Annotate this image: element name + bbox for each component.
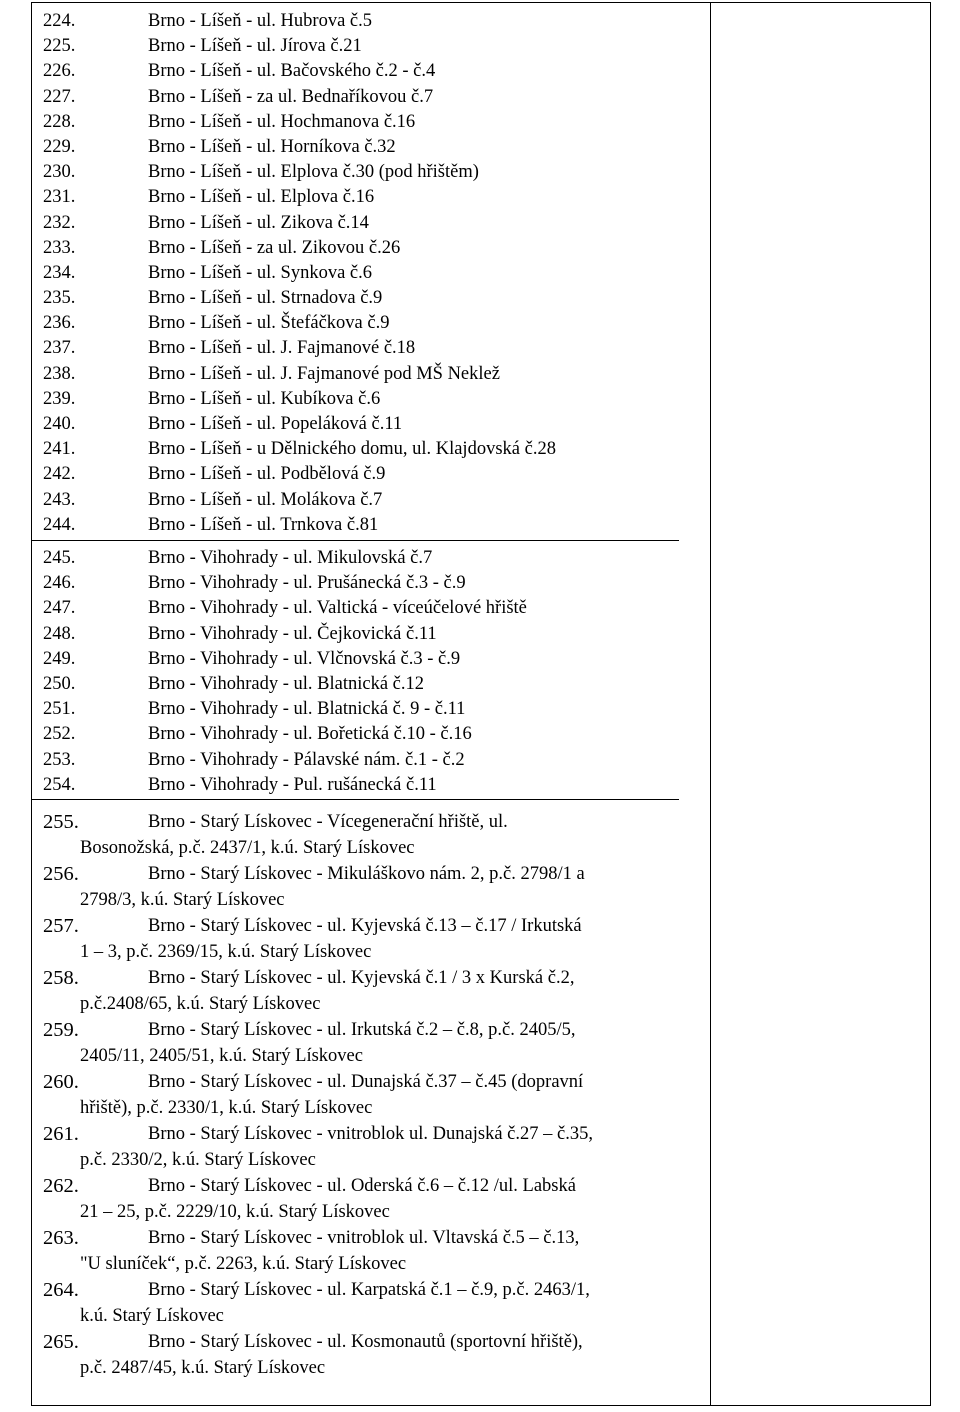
item-location: Brno - Líšeň - ul. Popeláková č.11 [148, 414, 403, 434]
list-item [32, 1225, 679, 1277]
item-location: Brno - Líšeň - ul. Hubrova č.5 [148, 11, 373, 31]
item-location-line2: hřiště), p.č. 2330/1, k.ú. Starý Lískovec [80, 1098, 373, 1118]
section-stary-liskovec [32, 809, 679, 1381]
list-item [32, 110, 679, 135]
item-location: Brno - Líšeň - ul. Podbělová č.9 [148, 464, 386, 485]
item-number: 248. [43, 623, 76, 644]
item-location-line1: Brno - Starý Lískovec - ul. Oderská č.6 – č.12 /ul. Labská [148, 1176, 576, 1196]
list-item [32, 1277, 679, 1329]
item-number: 230. [43, 162, 76, 183]
item-number: 249. [43, 648, 76, 669]
item-location: Brno - Vihohrady - ul. Prušánecká č.3 - č.9 [148, 573, 466, 594]
item-number: 251. [43, 699, 76, 720]
item-location-line1: Brno - Starý Lískovec - ul. Kyjevská č.1 / 3 x Kurská č.2, [148, 968, 575, 988]
item-number: 259. [43, 1019, 79, 1041]
item-location-line2: "U sluníček“, p.č. 2263, k.ú. Starý Lískovec [80, 1254, 407, 1274]
item-location: Brno - Vihohrady - ul. Čejkovická č.11 [148, 623, 437, 644]
item-number: 238. [43, 363, 76, 384]
list-item [32, 135, 679, 160]
item-location: Brno - Vihohrady - ul. Valtická - víceúčelové hřiště [148, 598, 527, 619]
list-item [32, 437, 679, 462]
item-location: Brno - Vihohrady - Pul. rušánecká č.11 [148, 774, 437, 795]
item-location: Brno - Líšeň - ul. Bačovského č.2 - č.4 [148, 61, 436, 82]
item-number: 247. [43, 598, 76, 619]
list-item [32, 34, 679, 59]
item-location-line1: Brno - Starý Lískovec - Mikuláškovo nám. 2, p.č. 2798/1 a [148, 864, 585, 884]
item-location: Brno - Líšeň - ul. Elplova č.16 [148, 187, 375, 208]
list-item [32, 236, 679, 261]
item-location-line1: Brno - Starý Lískovec - ul. Dunajská č.37 – č.45 (dopravní [148, 1072, 584, 1092]
list-item [32, 160, 679, 185]
item-location-line1: Brno - Starý Lískovec - ul. Kyjevská č.13 – č.17 / Irkutská [148, 916, 582, 936]
item-location: Brno - Líšeň - ul. Horníkova č.32 [148, 136, 396, 157]
item-number: 224. [43, 11, 76, 31]
item-number: 237. [43, 338, 76, 359]
list-item [32, 412, 679, 437]
item-location: Brno - Líšeň - za ul. Zikovou č.26 [148, 237, 401, 258]
item-number: 240. [43, 414, 76, 434]
item-location: Brno - Vihohrady - ul. Mikulovská č.7 [148, 548, 433, 568]
item-location-line2: 2798/3, k.ú. Starý Lískovec [80, 890, 285, 910]
item-location: Brno - Vihohrady - ul. Bořetická č.10 - č.16 [148, 724, 472, 745]
item-location: Brno - Líšeň - ul. Trnkova č.81 [148, 514, 379, 535]
item-number: 257. [43, 915, 79, 937]
item-number: 256. [43, 863, 79, 885]
section-vinohrady [32, 546, 679, 798]
item-number: 262. [43, 1175, 79, 1197]
item-location: Brno - Vihohrady - Pálavské nám. č.1 - č.2 [148, 749, 465, 770]
item-location-line2: Bosonožská, p.č. 2437/1, k.ú. Starý Lískovec [80, 838, 415, 858]
list-item [32, 261, 679, 286]
item-number: 228. [43, 111, 76, 132]
document-table [31, 2, 931, 1406]
list-item [32, 1329, 679, 1381]
item-number: 254. [43, 774, 76, 795]
list-item [32, 722, 679, 747]
item-number: 241. [43, 439, 76, 460]
item-location: Brno - Líšeň - ul. Kubíkova č.6 [148, 388, 381, 409]
item-location: Brno - Líšeň - ul. Molákova č.7 [148, 489, 383, 510]
list-item [32, 1017, 679, 1069]
item-number: 264. [43, 1279, 79, 1301]
item-number: 250. [43, 673, 76, 694]
item-location-line1: Brno - Starý Lískovec - ul. Irkutská č.2 – č.8, p.č. 2405/5, [148, 1020, 576, 1040]
item-number: 244. [43, 514, 76, 535]
item-location: Brno - Líšeň - ul. Jírova č.21 [148, 36, 362, 57]
item-location-line1: Brno - Starý Lískovec - vnitroblok ul. Dunajská č.27 – č.35, [148, 1124, 593, 1144]
item-number: 255. [43, 811, 79, 833]
list-item [32, 672, 679, 697]
list-item [32, 596, 679, 621]
item-location: Brno - Líšeň - za ul. Bednaříkovou č.7 [148, 86, 434, 107]
item-location: Brno - Líšeň - ul. Elplova č.30 (pod hřištěm) [148, 162, 479, 183]
item-location: Brno - Vihohrady - ul. Blatnická č. 9 - č.11 [148, 699, 466, 720]
item-location-line2: p.č. 2487/45, k.ú. Starý Lískovec [80, 1358, 326, 1378]
item-location-line2: 2405/11, 2405/51, k.ú. Starý Lískovec [80, 1046, 363, 1066]
item-number: 239. [43, 388, 76, 409]
item-number: 235. [43, 288, 76, 309]
list-item [32, 913, 679, 965]
section-separator [32, 799, 679, 800]
item-location-line1: Brno - Starý Lískovec - vnitroblok ul. Vltavská č.5 – č.13, [148, 1228, 580, 1248]
item-number: 260. [43, 1071, 79, 1093]
item-number: 226. [43, 61, 76, 82]
item-location: Brno - Líšeň - ul. Zikova č.14 [148, 212, 369, 233]
list-item [32, 861, 679, 913]
list-item [32, 513, 679, 538]
item-number: 233. [43, 237, 76, 258]
column-divider [710, 3, 711, 1405]
item-number: 234. [43, 262, 76, 283]
list-item [32, 809, 679, 861]
item-number: 263. [43, 1227, 79, 1249]
item-number: 261. [43, 1123, 79, 1145]
list-item [32, 311, 679, 336]
list-item [32, 185, 679, 210]
list-item [32, 1069, 679, 1121]
list-item [32, 546, 679, 571]
item-location-line2: 21 – 25, p.č. 2229/10, k.ú. Starý Lískovec [80, 1202, 390, 1222]
item-number: 245. [43, 548, 76, 568]
list-item [32, 748, 679, 773]
item-location: Brno - Líšeň - ul. J. Fajmanové č.18 [148, 338, 416, 359]
item-location: Brno - Líšeň - ul. Strnadova č.9 [148, 288, 383, 309]
list-item [32, 571, 679, 596]
item-number: 265. [43, 1331, 79, 1353]
item-location: Brno - Líšeň - ul. Štefáčkova č.9 [148, 313, 390, 334]
list-item [32, 1121, 679, 1173]
item-location-line2: k.ú. Starý Lískovec [80, 1306, 224, 1326]
item-number: 242. [43, 464, 76, 485]
section-lisen [32, 9, 679, 538]
list-item [32, 286, 679, 311]
list-item [32, 697, 679, 722]
list-item [32, 9, 679, 34]
list-item [32, 362, 679, 387]
list-item [32, 647, 679, 672]
item-location: Brno - Líšeň - ul. J. Fajmanové pod MŠ Neklež [148, 363, 500, 384]
item-location: Brno - Líšeň - ul. Hochmanova č.16 [148, 111, 416, 132]
item-number: 258. [43, 967, 79, 989]
item-location-line1: Brno - Starý Lískovec - Vícegenerační hřiště, ul. [148, 812, 508, 832]
item-location-line2: 1 – 3, p.č. 2369/15, k.ú. Starý Lískovec [80, 942, 372, 962]
list-item [32, 336, 679, 361]
item-number: 232. [43, 212, 76, 233]
item-location: Brno - Vihohrady - ul. Vlčnovská č.3 - č.9 [148, 648, 461, 669]
item-number: 229. [43, 136, 76, 157]
item-location-line2: p.č.2408/65, k.ú. Starý Lískovec [80, 994, 321, 1014]
item-location-line1: Brno - Starý Lískovec - ul. Karpatská č.1 – č.9, p.č. 2463/1, [148, 1280, 590, 1300]
item-number: 236. [43, 313, 76, 334]
item-number: 227. [43, 86, 76, 107]
list-item [32, 1173, 679, 1225]
item-location: Brno - Líšeň - u Dělnického domu, ul. Klajdovská č.28 [148, 439, 556, 460]
item-number: 246. [43, 573, 76, 594]
item-location-line2: p.č. 2330/2, k.ú. Starý Lískovec [80, 1150, 316, 1170]
list-item [32, 965, 679, 1017]
item-number: 225. [43, 36, 76, 57]
list-item [32, 387, 679, 412]
item-number: 243. [43, 489, 76, 510]
item-location-line1: Brno - Starý Lískovec - ul. Kosmonautů (sportovní hřiště), [148, 1332, 583, 1352]
section-separator [32, 540, 679, 541]
item-location: Brno - Líšeň - ul. Synkova č.6 [148, 262, 373, 283]
list-item [32, 773, 679, 798]
item-number: 231. [43, 187, 76, 208]
list-item [32, 462, 679, 487]
list-item [32, 85, 679, 110]
item-location: Brno - Vihohrady - ul. Blatnická č.12 [148, 673, 424, 694]
list-item [32, 622, 679, 647]
list-item [32, 488, 679, 513]
item-number: 253. [43, 749, 76, 770]
list-item [32, 211, 679, 236]
item-number: 252. [43, 724, 76, 745]
list-item [32, 59, 679, 84]
